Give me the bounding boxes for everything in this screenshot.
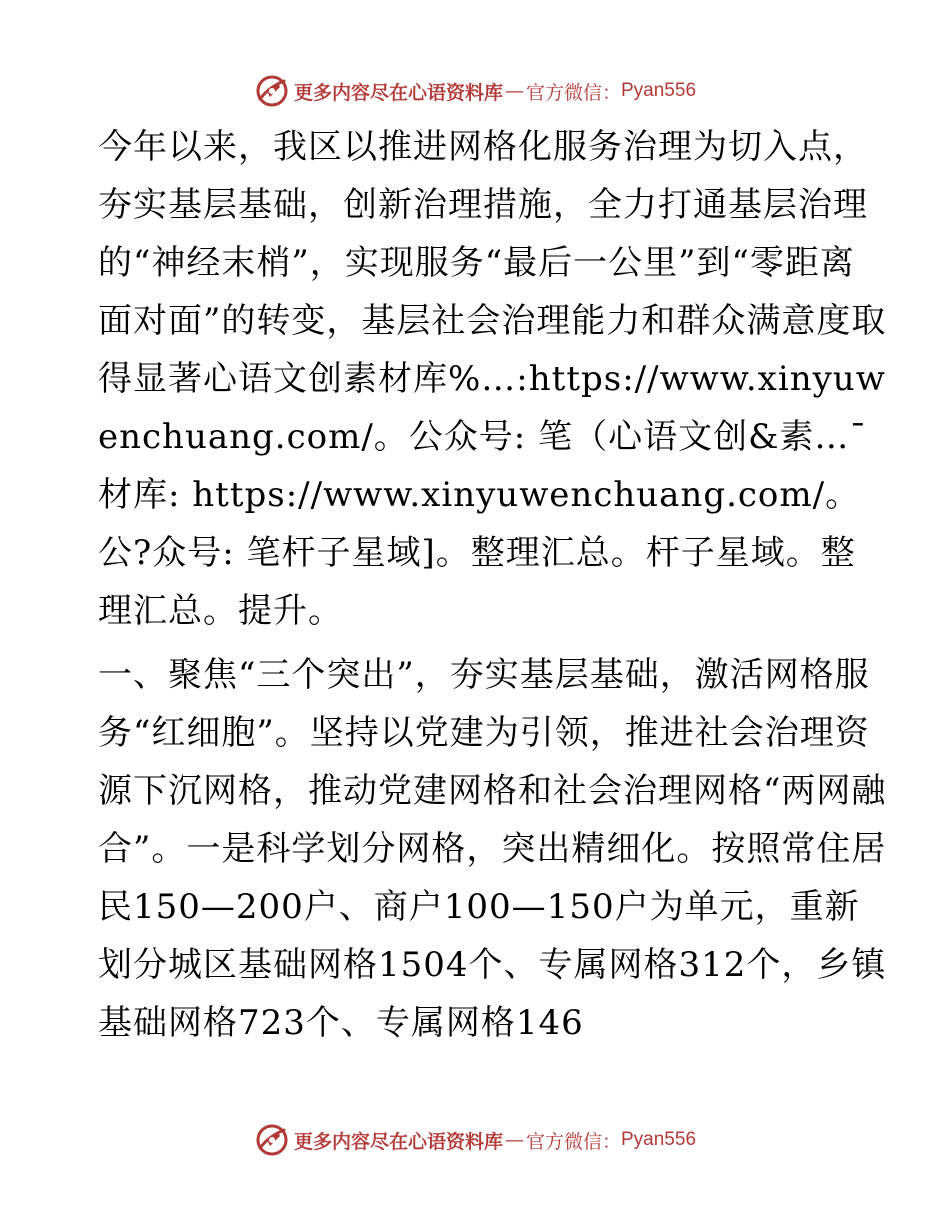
paragraph-intro: 今年以来，我区以推进网格化服务治理为切入点，夯实基层基础，创新治理措施，全力打通基层治理的“神经末梢”，实现服务“最后一公里”到“零距离面对面”的转变，基层社会治理能力和群众满意度取得显著心语文创素材库%…:https://www.xinyuwenchuang.com/。公众号: 笔（心语文创&素…¯材库: https://www.xinyuwenchuang.com/。公?众号: 笔杆子星域]。整理汇总。杆子星域。整理汇总。提升。 <box>98 127 887 631</box>
wechat-label: 官方微信： <box>525 81 621 104</box>
footer-banner <box>0 1120 950 1160</box>
banner-text: 更多内容尽在心语资料库 <box>293 81 503 104</box>
wechat-label: 官方微信： <box>525 1130 621 1153</box>
banner-separator: — <box>504 1129 524 1151</box>
paragraph-section-one: 一、聚焦“三个突出”，夯实基层基础，激活网格服务“红细胞”。坚持以党建为引领，推进社会治理资源下沉网格，推动党建网格和社会治理网格“两网融合”。一是科学划分网格，突出精细化。按照常住居民150—200户、商户100—150户为单元，重新划分城区基础网格1504个、专属网格312个，乡镇基础网格723个、专属网格146 <box>98 655 887 1043</box>
document-body <box>98 118 888 1052</box>
wechat-id: Pyan556 <box>621 1129 697 1150</box>
pen-logo-icon <box>254 1122 290 1158</box>
header-banner <box>0 71 950 111</box>
banner-text: 更多内容尽在心语资料库 <box>293 1130 503 1153</box>
pen-logo-icon <box>254 73 290 109</box>
banner-separator: — <box>504 80 524 102</box>
wechat-id: Pyan556 <box>621 80 697 101</box>
